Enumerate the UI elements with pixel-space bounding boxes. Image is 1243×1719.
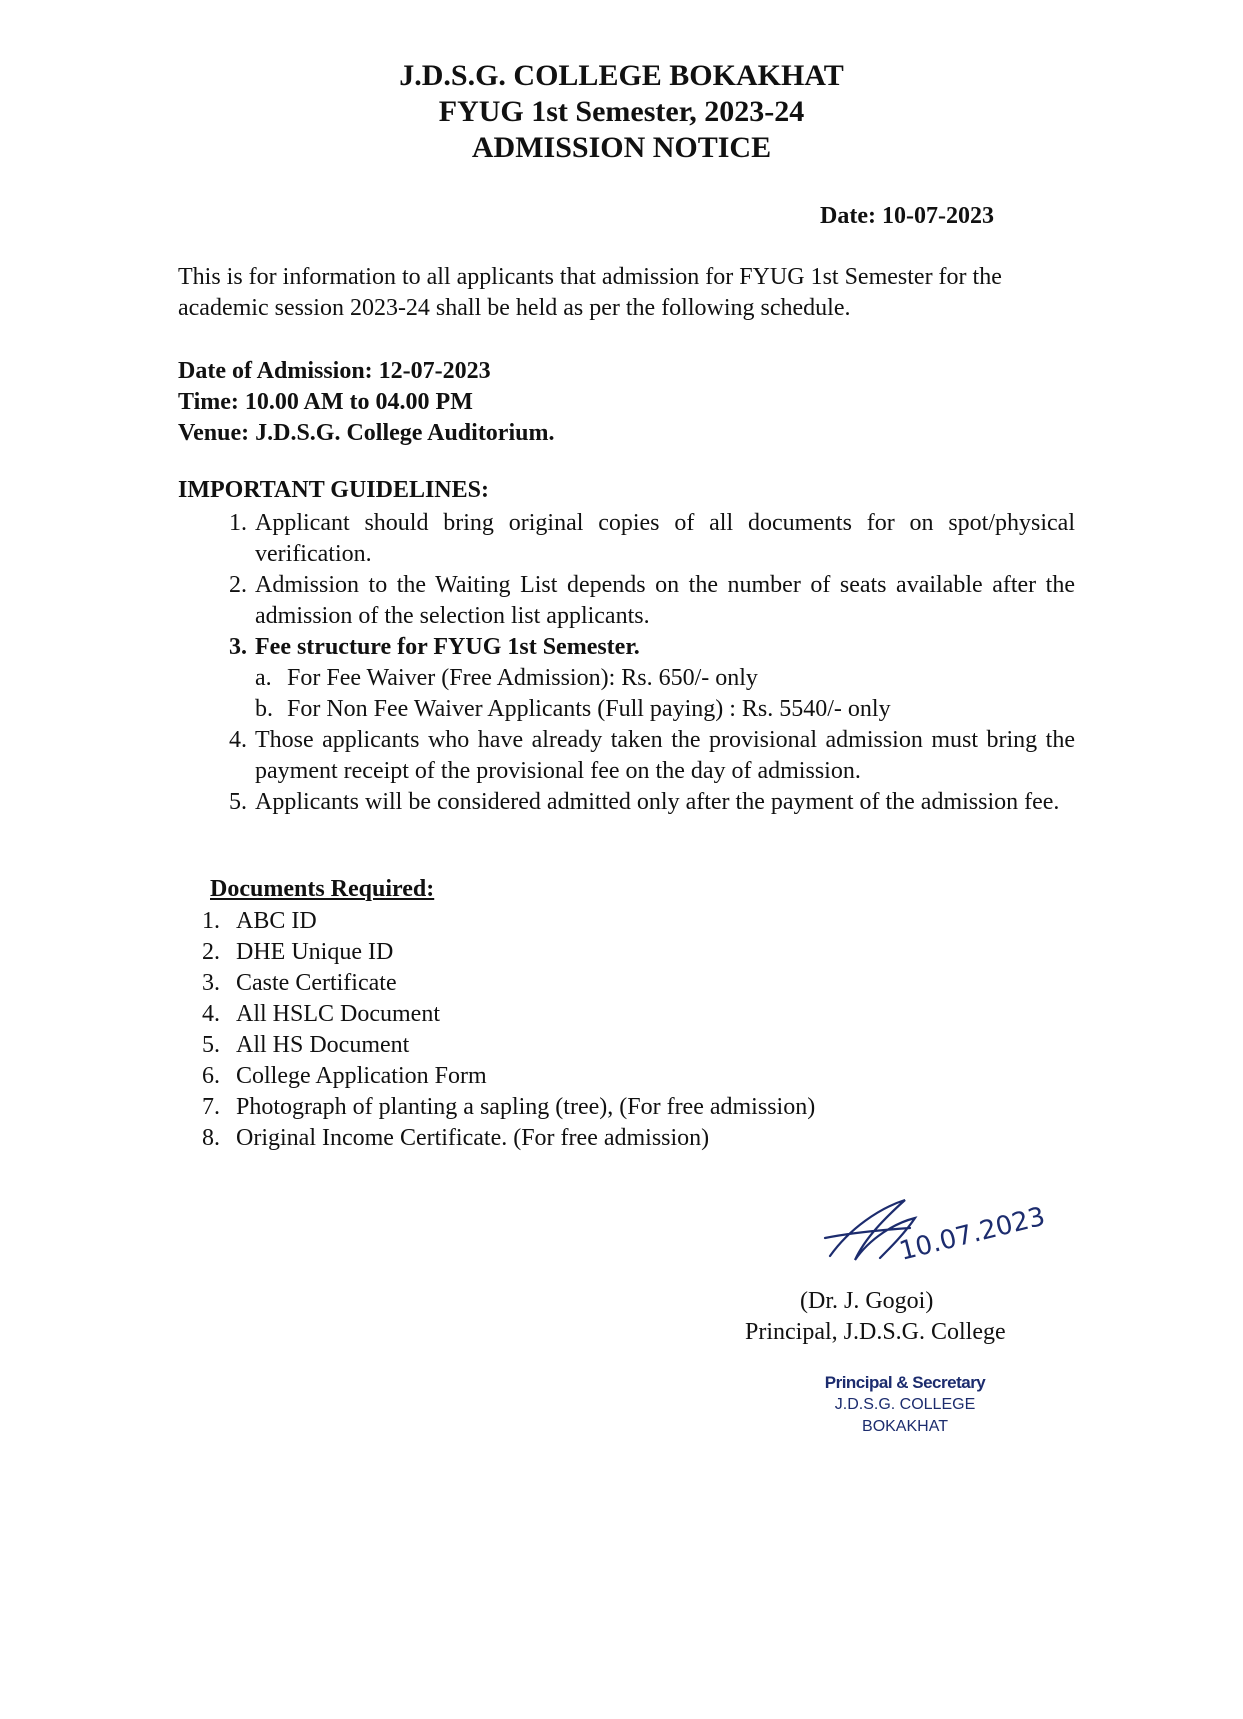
list-item: [205, 725, 1075, 787]
fee-item: [205, 694, 1075, 725]
item-number: 5.: [202, 1032, 220, 1058]
semester-title: FYUG 1st Semester, 2023-24: [438, 95, 805, 128]
notice-date: Date: 10-07-2023: [820, 203, 994, 229]
list-item: [205, 787, 1075, 818]
stamp-line-3: BOKAKHAT: [862, 1418, 948, 1435]
list-item: [202, 906, 815, 937]
item-number: 3.: [229, 634, 247, 660]
list-item: [202, 999, 815, 1030]
item-number: 4.: [202, 1001, 220, 1027]
list-item: [202, 968, 815, 999]
list-item: [202, 1061, 815, 1092]
admission-schedule: [178, 356, 554, 449]
item-text: All HSLC Document: [236, 1001, 440, 1027]
item-number: 3.: [202, 970, 220, 996]
item-text: Original Income Certificate. (For free admission): [236, 1125, 710, 1151]
item-number: 2.: [229, 572, 247, 598]
item-number: b.: [255, 696, 273, 722]
item-text: College Application Form: [236, 1063, 487, 1089]
list-item: [202, 937, 815, 968]
item-text: ABC ID: [236, 908, 317, 934]
item-number: 7.: [202, 1094, 220, 1120]
list-item: [202, 1123, 815, 1154]
list-item: [202, 1092, 815, 1123]
item-text: Applicants will be considered admitted only after the payment of the admission fee.: [255, 789, 1060, 815]
documents-title: Documents Required:: [210, 876, 435, 902]
item-text: Photograph of planting a sapling (tree), (For free admission): [236, 1094, 816, 1120]
documents-list: [202, 906, 815, 1154]
admission-venue: Venue: J.D.S.G. College Auditorium.: [178, 420, 555, 446]
stamp-line-1: Principal & Secretary: [824, 1373, 986, 1392]
item-text: Admission to the Waiting List depends on the number of seats available after the admission of the selection list applicants.: [255, 572, 1075, 629]
item-number: 8.: [202, 1125, 220, 1151]
signature-date: 10.07.2023: [896, 1201, 1049, 1267]
stamp-line-2: J.D.S.G. COLLEGE: [834, 1396, 976, 1413]
item-number: 6.: [202, 1063, 220, 1089]
item-text: Those applicants who have already taken the provisional admission must bring the payment receipt of the provisional fee on the day of admission.: [255, 727, 1075, 784]
list-item: [202, 1030, 815, 1061]
item-text: Fee structure for FYUG 1st Semester.: [255, 634, 640, 660]
signatory-name: (Dr. J. Gogoi): [800, 1288, 934, 1314]
item-text: Applicant should bring original copies of all documents for on spot/physical verification.: [255, 510, 1075, 567]
admission-date: Date of Admission: 12-07-2023: [178, 358, 491, 384]
official-stamp: [800, 1372, 1010, 1438]
item-text: DHE Unique ID: [236, 939, 394, 965]
guidelines-list: [205, 508, 1075, 818]
handwritten-signature: [810, 1178, 1060, 1278]
item-text: For Fee Waiver (Free Admission): Rs. 650/- only: [287, 665, 758, 691]
item-number: 5.: [229, 789, 247, 815]
college-name: J.D.S.G. COLLEGE BOKAKHAT: [399, 59, 844, 92]
item-number: 1.: [202, 908, 220, 934]
item-number: 1.: [229, 510, 247, 536]
item-number: a.: [255, 665, 272, 691]
admission-time: Time: 10.00 AM to 04.00 PM: [178, 389, 473, 415]
notice-header: [0, 58, 1243, 166]
list-item: [205, 632, 1075, 663]
item-text: All HS Document: [236, 1032, 410, 1058]
list-item: [205, 508, 1075, 570]
list-item: [205, 570, 1075, 632]
item-text: Caste Certificate: [236, 970, 397, 996]
guidelines-title: IMPORTANT GUIDELINES:: [178, 477, 489, 503]
intro-paragraph: This is for information to all applicants that admission for FYUG 1st Semester for the academic session 2023-24 shall be held as per the following schedule.: [178, 264, 1002, 321]
signatory-role: Principal, J.D.S.G. College: [745, 1319, 1006, 1345]
item-number: 2.: [202, 939, 220, 965]
item-text: For Non Fee Waiver Applicants (Full paying) : Rs. 5540/- only: [287, 696, 891, 722]
fee-item: [205, 663, 1075, 694]
item-number: 4.: [229, 727, 247, 753]
notice-title: ADMISSION NOTICE: [471, 131, 772, 164]
